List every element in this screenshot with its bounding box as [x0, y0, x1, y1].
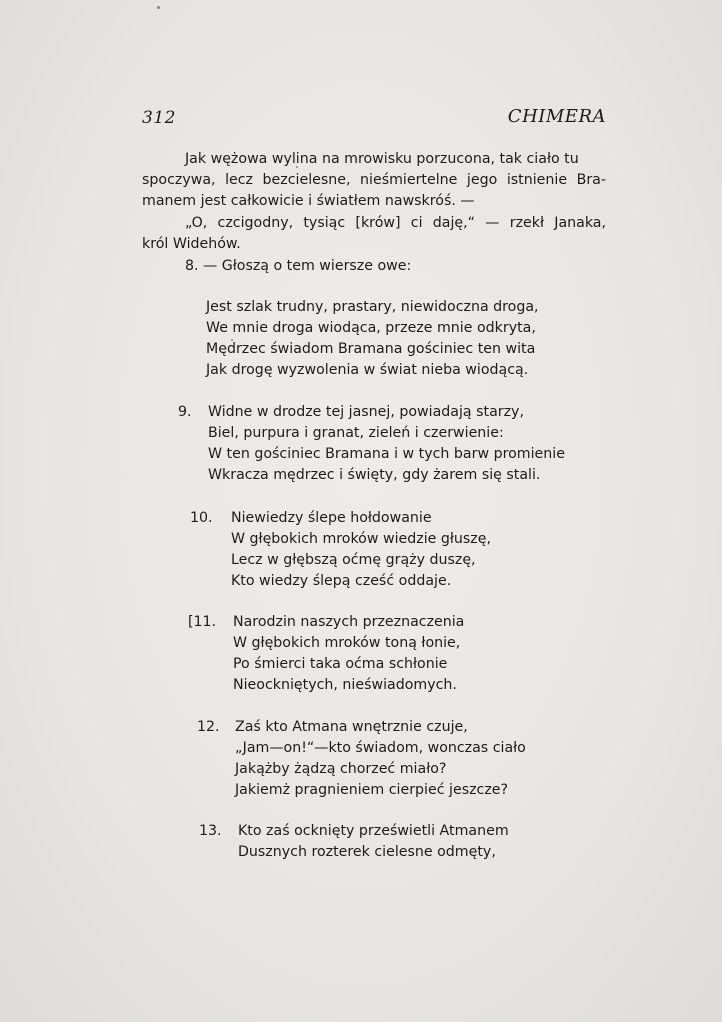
- stanza-number: 10.: [190, 510, 213, 526]
- verse-line: Jakążby żądzą chorzeć miało?: [235, 761, 447, 777]
- verse-line: We mnie droga wiodąca, przeze mnie odkryta,: [206, 320, 536, 336]
- stanza-number: [11.: [188, 614, 217, 630]
- section-intro: 8. — Głoszą o tem wiersze owe:: [185, 258, 412, 274]
- verse-line: Narodzin naszych przeznaczenia: [233, 614, 465, 630]
- verse-line: Nieockniętych, nieświadomych.: [233, 677, 457, 693]
- paper-speck: [157, 6, 160, 9]
- verse-line: Jak drogę wyzwolenia w świat nieba wiodącą.: [206, 362, 529, 378]
- running-title: CHIMERA: [507, 106, 606, 127]
- prose-line: manem jest całkowicie i światłem nawskróś. —: [142, 193, 475, 209]
- verse-line: W ten gościniec Bramana i w tych barw promienie: [208, 446, 565, 462]
- stanza-number: 13.: [199, 823, 222, 839]
- verse-line: Dusznych rozterek cielesne odmęty,: [238, 844, 496, 860]
- prose-line: król Widehów.: [142, 236, 241, 252]
- verse-line: Jest szlak trudny, prastary, niewidoczna droga,: [206, 299, 539, 315]
- verse-line: Biel, purpura i granat, zieleń i czerwienie:: [208, 425, 504, 441]
- verse-line: Mędrzec świadom Bramana gościniec ten wita: [206, 341, 536, 357]
- verse-line: Po śmierci taka oćma schłonie: [233, 656, 448, 672]
- verse-line: Wkracza mędrzec i święty, gdy żarem się stali.: [208, 467, 541, 483]
- verse-line: Widne w drodze tej jasnej, powiadają starzy,: [208, 404, 524, 420]
- verse-line: Jakiemż pragnieniem cierpieć jeszcze?: [235, 782, 509, 798]
- verse-line: Lecz w głębszą oćmę grąży duszę,: [231, 552, 476, 568]
- verse-line: Niewiedzy ślepe hołdowanie: [231, 510, 432, 526]
- verse-line: W głębokich mroków wiedzie głuszę,: [231, 531, 491, 547]
- stanza-number: 9.: [178, 404, 192, 420]
- verse-line: Kto wiedzy ślepą cześć oddaje.: [231, 573, 452, 589]
- stanza-number: 12.: [197, 719, 220, 735]
- verse-line: Kto zaś ocknięty prześwietli Atmanem: [238, 823, 509, 839]
- page-number: 312: [142, 108, 176, 128]
- verse-line: W głębokich mroków toną łonie,: [233, 635, 461, 651]
- prose-line: „O, czcigodny, tysiąc [krów] ci daję,“ — rzekł Janaka,: [185, 215, 606, 231]
- prose-line: Jak wężowa wylina na mrowisku porzucona, tak ciało tu: [185, 151, 579, 167]
- verse-line: „Jam—on!“—kto świadom, wonczas ciało: [235, 740, 526, 756]
- prose-line: spoczywa, lecz bezcielesne, nieśmiertelne jego istnienie Bra-: [142, 172, 606, 188]
- verse-line: Zaś kto Atmana wnętrznie czuje,: [235, 719, 468, 735]
